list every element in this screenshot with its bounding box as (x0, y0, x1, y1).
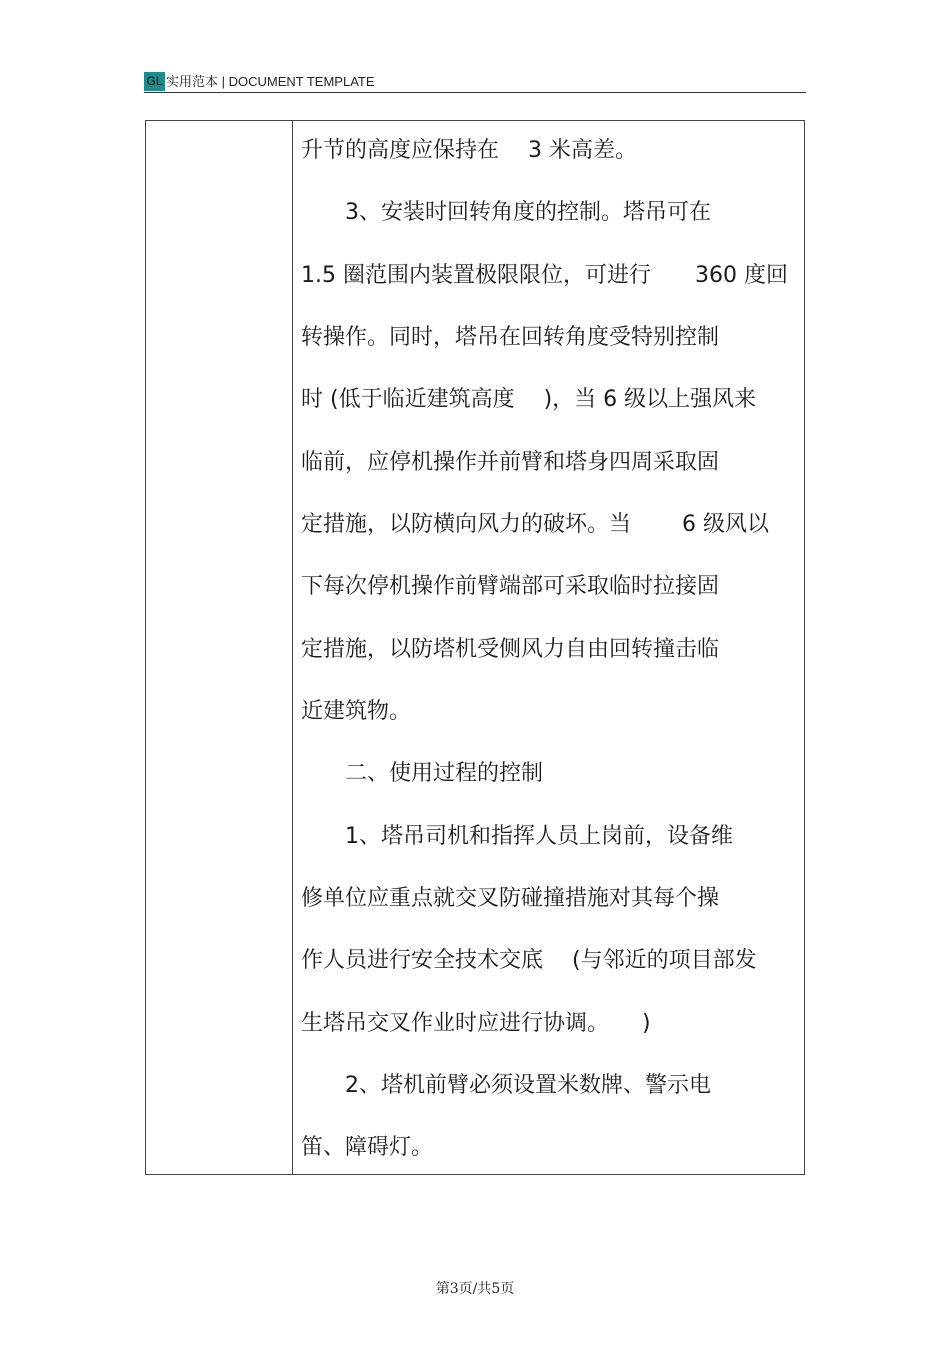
content-table (145, 120, 805, 1175)
gl-logo: GL (144, 72, 165, 91)
text-line: 转操作。同时，塔吊在回转角度受特别控制 (301, 325, 720, 350)
column-divider (292, 121, 293, 1174)
text-line: 定措施，以防塔机受侧风力自由回转撞击临 (301, 637, 720, 662)
table-left-cell (146, 121, 292, 1174)
text-line: 定措施，以防横向风力的破坏。当 6 级风以 (301, 512, 769, 537)
text-line: 临前，应停机操作并前臂和塔身四周采取固 (301, 450, 720, 475)
text-line: 1.5 圈范围内装置极限限位，可进行 360 度回 (301, 263, 788, 288)
page-number: 第3页/共5页 (435, 1281, 515, 1297)
section-heading: 二、使用过程的控制 (301, 761, 544, 786)
page-header (144, 70, 806, 93)
header-title: 实用范本 | DOCUMENT TEMPLATE (166, 74, 375, 89)
text-line: 作人员进行安全技术交底 (与邻近的项目部发 (301, 948, 757, 973)
text-line: 2、塔机前臂必须设置米数牌、警示电 (301, 1073, 711, 1098)
text-line: 3、安装时回转角度的控制。塔吊可在 (301, 200, 711, 225)
text-line: 1、塔吊司机和指挥人员上岗前，设备维 (301, 824, 733, 849)
text-line: 升节的高度应保持在 3 米高差。 (301, 138, 637, 163)
table-content-cell (301, 121, 804, 1174)
text-line: 笛、障碍灯。 (301, 1135, 434, 1160)
text-line: 生塔吊交叉作业时应进行协调。 ) (301, 1011, 651, 1036)
text-line: 下每次停机操作前臂端部可采取临时拉接固 (301, 574, 720, 599)
text-line: 时 (低于临近建筑高度 )，当 6 级以上强风来 (301, 387, 757, 412)
text-line: 修单位应重点就交叉防碰撞措施对其每个操 (301, 886, 720, 911)
text-line: 近建筑物。 (301, 699, 412, 724)
